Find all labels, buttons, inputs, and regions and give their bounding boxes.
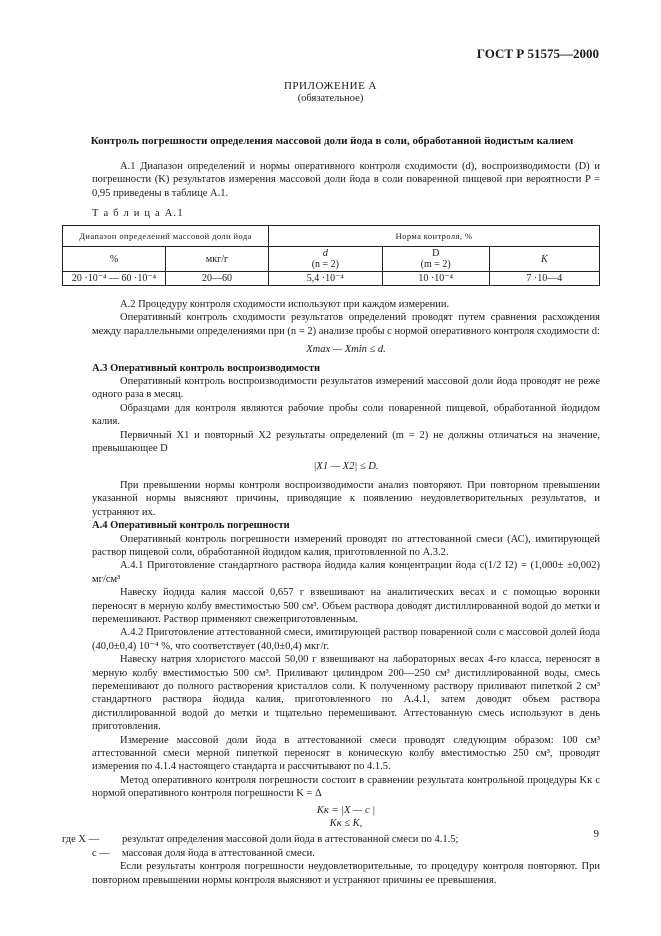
a2-paragraph-2: Оперативный контроль сходимости результатов определений проводят путем сравнения расхождения между параллельными определениями при (n = 2) анализе пробы с нормой оперативного контроля сходимости d: (92, 312, 600, 337)
a3-heading: А.3 Оперативный контроль воспроизводимости (92, 362, 321, 374)
table-cell: 10 ·10⁻⁴ (382, 272, 489, 286)
where-clause-2 (92, 847, 600, 860)
sections-block (62, 298, 600, 887)
a4-paragraph-1: Оперативный контроль погрешности измерений проводят по аттестованной смеси (АС), имитирующей раствор пищевой соли, обработанной йодидом калия, приготовленной по А.3.2. (92, 533, 600, 558)
where-clause-1 (62, 833, 600, 846)
main-title: Контроль погрешности определения массовой доли йода в соли, обработанной йодистым калием (90, 135, 574, 147)
page-number: 9 (593, 828, 599, 840)
document-id: ГОСТ Р 51575—2000 (476, 46, 599, 61)
a4-paragraph-5: Навеску натрия хлористого массой 50,00 г взвешивают на лабораторных весах 4-го класса, переносят в мерную колбу вместимостью 500 см³. Приливают цилиндром 200—250 см³ дистиллированной воды, смесь перемешивают до полного растворения кристаллов соли. К полученному раствору приливают пипеткой 2 см³ стандартного раствора йодида калия, приготовленного по А.4.1, затем доводят объем раствора дистиллированной водой до метки и тщательно перемешивают. Аттестованную смесь используют в день приготовления. (92, 654, 600, 733)
a4-paragraph-6: Измерение массовой доли йода в аттестованной смеси проводят следующим образом: 100 см³ аттестованной смеси мерной пипеткой переносят в коническую колбу вместимостью 250 см³, проводят измерения по 4.1.4 настоящего стандарта и рассчитывают по 4.1.5. (92, 734, 600, 773)
table-subheader-d (269, 247, 383, 272)
a3-paragraph-2: Образцами для контроля являются рабочие пробы соли поваренной пищевой, обработанной йодидом калия. (92, 402, 600, 428)
subheader-label: D (432, 248, 440, 259)
subheader-label: d (322, 248, 328, 259)
where-text: результат определения массовой доли йода в аттестованной смеси по 4.1.5; (122, 834, 459, 846)
formula-repeatability: Xmax — Xmin ≤ d. (306, 344, 386, 356)
table-subheader-K (489, 247, 599, 272)
subheader-label: % (109, 253, 119, 265)
table-cell: 20 ·10⁻⁴ — 60 ·10⁻⁴ (63, 272, 166, 286)
a4-paragraph-3: Навеску йодида калия массой 0,657 г взвешивают на аналитических весах и с помощью воронки переносят в мерную колбу вместимостью 500 см³. Объем раствора доводят дистиллированной водой до метки и перемешивают. Раствор применяют свежеприготовленным. (92, 587, 600, 625)
where-label: c — (92, 847, 110, 859)
table-header-range: Диапазон определений массовой доли йода (63, 226, 269, 247)
a4-paragraph-2: А.4.1 Приготовление стандартного раствора йодида калия концентрации йода c(1/2 I2) = (1,000± ±0,002) мг/см³ (92, 560, 600, 585)
a4-paragraph-8: Если результаты контроля погрешности неудовлетворительные, то процедуру контроля повторяют. При повторном превышении нормы контроля выясняют и устраняют причины ее превышения. (92, 861, 600, 886)
table-cell: 7 ·10—4 (489, 272, 599, 286)
table-subheader-percent (63, 247, 166, 272)
table-subheader-D (382, 247, 489, 272)
subheader-note: (m = 2) (420, 259, 451, 270)
a3-paragraph-1: Оперативный контроль воспроизводимости результатов измерений массовой доли йода проводят не реже одного раза в месяц. (92, 376, 600, 401)
a3-paragraph-4: При превышении нормы контроля воспроизводимости анализ повторяют. При повторном превышении указанной нормы выясняют причины, приводящие к появлению неудовлетворительных результатов, и устраняют их. (92, 479, 600, 518)
subheader-label: K (541, 253, 548, 265)
a4-heading: А.4 Оперативный контроль погрешности (92, 520, 290, 532)
a4-paragraph-7: Метод оперативного контроля погрешности состоит в сравнении результата контрольной процедуры Kк с нормой оперативного контроля погрешности K = Δ (92, 774, 600, 800)
where-text: массовая доля йода в аттестованной смеси. (122, 847, 315, 859)
a2-paragraph-1: А.2 Процедуру контроля сходимости используют при каждом измерении. (120, 299, 450, 310)
where-label: где X — (62, 834, 100, 846)
formula-accuracy-1: Kк = |X — c | (316, 804, 376, 816)
a3-paragraph-3: Первичный X1 и повторный X2 результаты определений (m = 2) не должны отличаться на значение, превышающее D (92, 429, 600, 455)
table-header-norm: Норма контроля, % (269, 226, 600, 247)
control-norms-table (62, 225, 600, 286)
table-caption: Т а б л и ц а А.1 (92, 208, 184, 219)
subheader-label: мкг/г (205, 253, 229, 265)
subheader-note: (n = 2) (311, 259, 340, 270)
a4-paragraph-4: А.4.2 Приготовление аттестованной смеси, имитирующей раствор поваренной соли с массовой долей йода (40,0±0,4) 10⁻⁴ %, что соответствует (40,0±0,4) мкг/г. (92, 627, 600, 652)
table-subheader-mkg (166, 247, 269, 272)
intro-paragraph: А.1 Диапазон определений и нормы оперативного контроля сходимости (d), воспроизводимости (D) и погрешности (K) результатов измерения массовой доли йода в соли поваренной пищевой при вероятности P = 0,95 приведены в таблице А.1. (92, 161, 600, 199)
intro-block (92, 160, 600, 200)
annex-subtitle: (обязательное) (297, 93, 364, 104)
annex-title: ПРИЛОЖЕНИЕ А (283, 80, 377, 92)
formula-reproducibility: |X1 — X2| ≤ D. (313, 461, 379, 473)
table-row (63, 272, 600, 286)
table-cell: 5,4 ·10⁻⁴ (269, 272, 383, 286)
table-cell: 20—60 (166, 272, 269, 286)
formula-accuracy-2: Kк ≤ K, (329, 818, 363, 830)
